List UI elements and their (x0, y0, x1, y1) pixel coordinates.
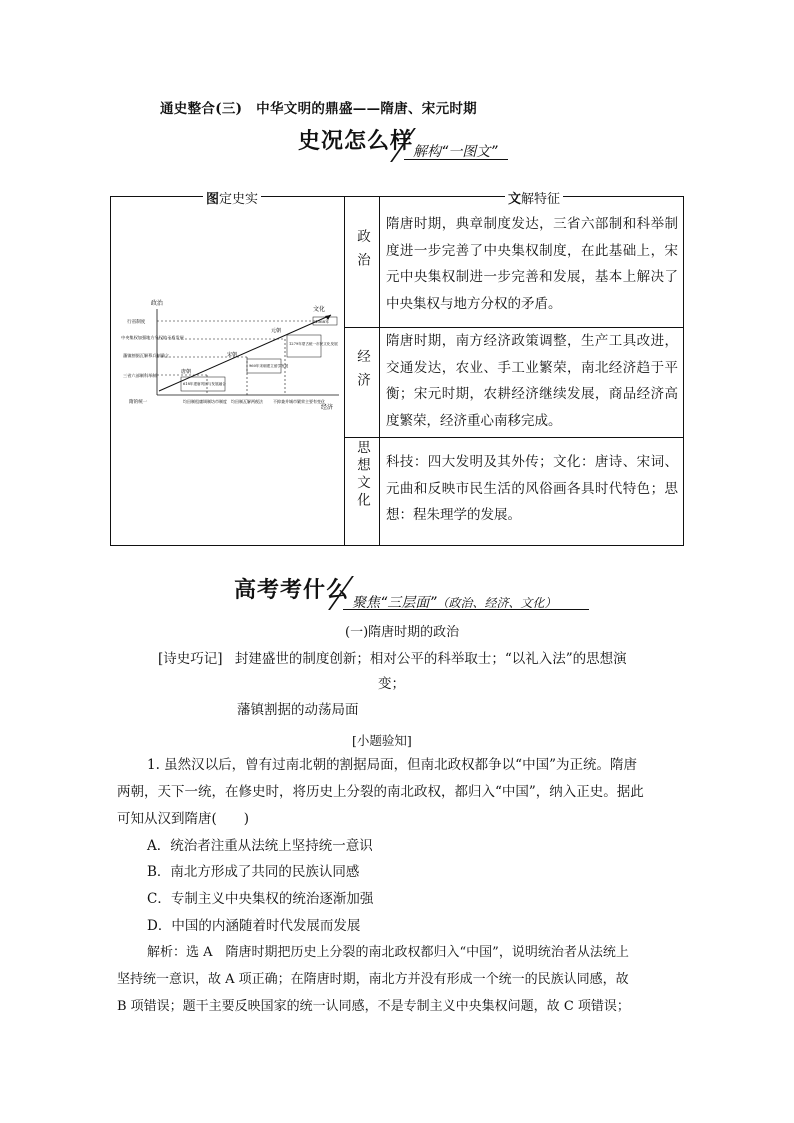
x-label: 均田制租庸调制坊市制度 (183, 399, 227, 404)
stage-label: 唐朝 (181, 369, 192, 375)
banner-main-title: 史况怎么样 (298, 129, 414, 154)
event-box-text: 960年宋朝建立留学发展 (249, 364, 289, 368)
row-divider (344, 437, 684, 438)
poem-line: 藩镇割据的动荡局面 (237, 702, 359, 718)
event-box-text: 618年建唐巩固与发展融合 (183, 382, 226, 386)
x-label: 不抑兼并城市繁荣主要有变化 (273, 399, 325, 404)
option-a[interactable]: A．统治者注重从法统上坚持统一意识 (147, 838, 373, 854)
poem-line: 封建盛世的制度创新；相对公平的科举取士；“以礼入法”的思想演 (234, 651, 627, 667)
row-label-text: 政治 (354, 229, 370, 276)
event-box-text: 1368年 (315, 319, 330, 324)
row-label-text: 思想文化 (354, 440, 370, 510)
axis-label-politics: 政治 (151, 300, 164, 307)
summary-table (110, 192, 684, 546)
diagram-trend-line (159, 315, 331, 391)
event-box (287, 335, 321, 357)
poem-line: 变； (378, 676, 405, 692)
banner2-main-title: 高考考什么 (234, 578, 350, 603)
row-text-politics: 隋唐时期，典章制度发达，三省六部制和科举制度进一步完善了中央集权制度，在此基础上，宋元中央集权制进一步完善和发展，基本上解决了中央集权与地方分权的矛盾。 (386, 216, 678, 312)
option-b[interactable]: B．南北方形成了共同的民族认同感 (147, 864, 360, 880)
right-column-header (505, 188, 563, 207)
y-label: 中央集权加强地方分权的矛盾发展 (121, 335, 184, 340)
axis-label-culture: 文化 (313, 306, 326, 313)
option-d[interactable]: D．中国的内涵随着时代发展而发展 (147, 918, 361, 934)
question-stem: 两朝，天下一统，在修史时，将历史上分裂的南北政权，都归入“中国”，纳入正史。据此 (117, 784, 644, 800)
poem-label: [诗史巧记] (158, 651, 223, 667)
right-header-text: 解特征 (521, 192, 561, 207)
event-box-text: 1279年蒙古统一市民文化发展 (289, 342, 338, 346)
header-icon-char: 图 (206, 192, 220, 207)
banner2-subtitle (352, 592, 557, 612)
y-label: 隋的统一 (129, 400, 148, 405)
row-text-culture: 科技：四大发明及其外传；文化：唐诗、宋词、元曲和反映市民生活的风俗画各具时代特色；思想：程朱理学的发展。 (386, 454, 678, 523)
y-label: 三省六部制科举制 (123, 373, 157, 378)
row-label-politics (351, 229, 373, 283)
row-label-text: 经济 (354, 349, 370, 396)
axis-label-economy: 经济 (321, 404, 334, 411)
banner2-subtitle-paren: （政治、经济、文化） (436, 596, 557, 610)
stage-label: 宋朝 (227, 352, 238, 358)
question-stem: 1. 虽然汉以后，曾有过南北朝的割据局面，但南北政权都争以“中国”为正统。隋唐 (147, 757, 637, 773)
section-heading: (一)隋唐时期的政治 (345, 625, 460, 640)
quiz-label: [小题验知] (352, 733, 412, 748)
poem-block (158, 646, 627, 673)
analysis-text: B 项错误；题干主要反映国家的统一认同感，不是专制主义中央集权问题，故 C 项错误； (117, 999, 630, 1014)
question-stem: 可知从汉到隋唐( ) (117, 811, 250, 827)
left-column-header (203, 188, 261, 207)
history-diagram (117, 295, 343, 435)
column-divider (344, 197, 345, 545)
header-icon-char: 文 (508, 192, 522, 207)
row-label-economy (351, 349, 373, 403)
page-title: 通史整合(三) 中华文明的鼎盛——隋唐、宋元时期 (160, 101, 477, 117)
banner-subtitle: 解构“一图文” (413, 144, 498, 160)
option-c[interactable]: C．专制主义中央集权的统治逐渐加强 (147, 891, 374, 907)
y-label: 行省制度 (127, 320, 146, 325)
left-header-text: 定史实 (219, 192, 259, 207)
analysis-text: 坚持统一意识，故 A 项正确；在隋唐时期，南北方并没有形成一个统一的民族认同感，故 (117, 972, 629, 987)
analysis-text: 解析：选 A 隋唐时期把历史上分裂的南北政权都归入“中国”，说明统治者从法统上 (147, 945, 629, 960)
banner2-subtitle-main: 聚焦“三层面” (352, 595, 437, 611)
row-label-culture (351, 440, 373, 517)
y-label: 藩镇割据瓦解慕兵制确立 (123, 353, 170, 358)
row-text-economy: 隋唐时期，南方经济政策调整，生产工具改进，交通发达，农业、手工业繁荣，南北经济趋于平衡；宋元时期，农耕经济继续发展，商品经济高度繁荣，经济重心南移完成。 (386, 333, 678, 429)
stage-label: 元朝 (271, 328, 282, 334)
x-label: 均田制瓦解两税法 (231, 399, 263, 404)
